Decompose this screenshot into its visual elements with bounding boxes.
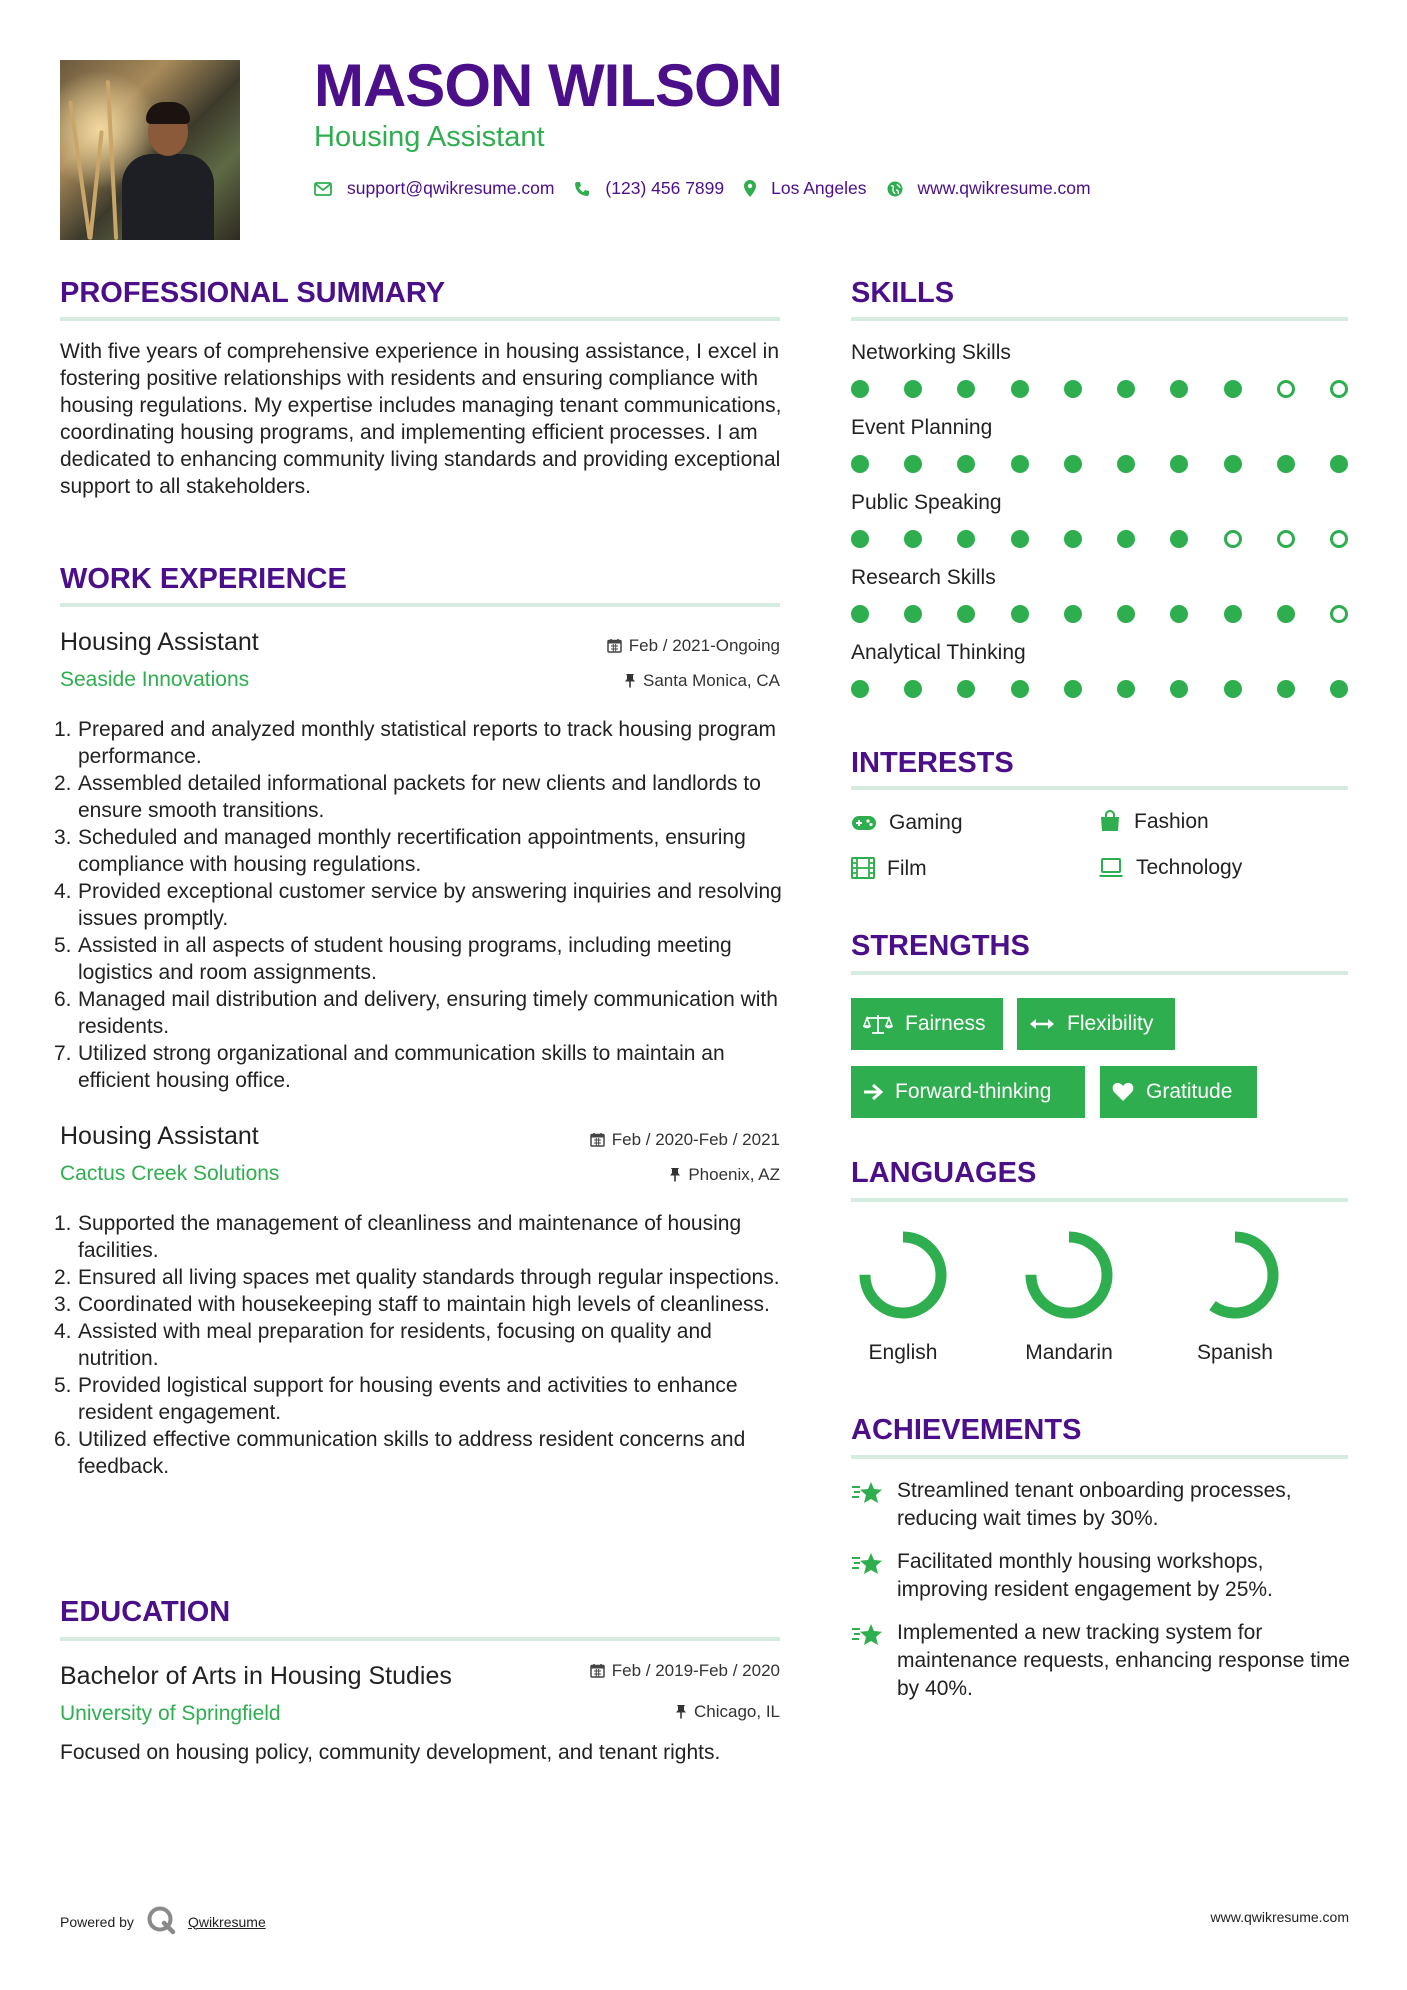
job-dates-text: Feb / 2020-Feb / 2021 (611, 1130, 780, 1149)
skills-divider (851, 317, 1348, 321)
qwikresume-logo-icon (146, 1905, 176, 1938)
education-heading: EDUCATION (60, 1596, 231, 1628)
duty-item (54, 986, 790, 1040)
job-dates (590, 1131, 780, 1148)
strengths-heading: STRENGTHS (851, 930, 1030, 962)
duty-item (54, 1210, 790, 1264)
skill-name: Networking Skills (851, 341, 1011, 364)
skill-rating (851, 680, 1348, 698)
rating-dot-empty (1330, 605, 1348, 623)
contact-bar (314, 178, 1111, 199)
rating-dot-filled (1064, 455, 1082, 473)
skill-name: Public Speaking (851, 491, 1002, 514)
rating-dot-filled (1277, 680, 1295, 698)
interest-label: Technology (1136, 856, 1243, 879)
education-dates (590, 1662, 780, 1679)
duty-text: Supported the management of cleanliness and maintenance of housing facilities. (78, 1212, 742, 1262)
shopping-bag-icon (1098, 810, 1122, 832)
language-level-arc (1197, 1237, 1273, 1313)
degree-title: Bachelor of Arts in Housing Studies (60, 1662, 452, 1690)
rating-dot-empty (1224, 530, 1242, 548)
duty-item (54, 1040, 790, 1094)
arrow-right-icon (863, 1083, 883, 1101)
shooting-star-icon (851, 1477, 883, 1533)
achievements-heading: ACHIEVEMENTS (851, 1414, 1082, 1446)
achievement-item (851, 1619, 1351, 1703)
education-location-text: Chicago, IL (694, 1702, 780, 1721)
duty-number: 3. (54, 826, 72, 849)
heart-icon (1112, 1082, 1134, 1102)
rating-dot-filled (851, 530, 869, 548)
interest-item (851, 857, 927, 879)
strength-badge (1100, 1066, 1257, 1118)
duty-number: 4. (54, 880, 72, 903)
experience-divider (60, 603, 780, 607)
footer-website[interactable]: www.qwikresume.com (1210, 1909, 1349, 1925)
rating-dot-filled (1064, 380, 1082, 398)
rating-dot-filled (1170, 680, 1188, 698)
duty-text: Utilized effective communication skills to address resident concerns and feedback. (78, 1428, 746, 1478)
language-level-ring (1187, 1227, 1283, 1323)
job-dates (607, 637, 780, 654)
rating-dot-filled (904, 380, 922, 398)
language-level-ring (855, 1227, 951, 1323)
rating-dot-filled (1224, 605, 1242, 623)
rating-dot-filled (1064, 680, 1082, 698)
education-dates-text: Feb / 2019-Feb / 2020 (611, 1661, 780, 1680)
contact-location (744, 178, 866, 199)
pin-icon (624, 673, 636, 688)
skill-rating (851, 530, 1348, 548)
rating-dot-filled (851, 455, 869, 473)
laptop-icon (1098, 858, 1124, 878)
rating-dot-filled (1170, 605, 1188, 623)
rating-dot-filled (851, 680, 869, 698)
arrows-horizontal-icon (1029, 1017, 1055, 1031)
gamepad-icon (851, 815, 877, 831)
interest-item (851, 812, 963, 833)
duty-text: Prepared and analyzed monthly statistical reports to track housing program performance. (78, 718, 777, 768)
rating-dot-empty (1277, 380, 1295, 398)
language-item (1175, 1227, 1295, 1365)
interest-item (1098, 810, 1209, 832)
shooting-star-icon (851, 1619, 883, 1703)
language-name: Spanish (1197, 1341, 1273, 1364)
candidate-name: MASON WILSON (314, 52, 782, 119)
contact-email[interactable] (314, 178, 554, 199)
rating-dot-filled (957, 455, 975, 473)
duty-item (54, 1372, 790, 1426)
pin-icon (669, 1167, 681, 1182)
website-text: www.qwikresume.com (917, 178, 1091, 198)
language-item (1009, 1227, 1129, 1365)
skills-heading: SKILLS (851, 277, 955, 309)
summary-heading: PROFESSIONAL SUMMARY (60, 277, 446, 309)
duty-item (54, 1291, 790, 1318)
duty-text: Managed mail distribution and delivery, ensuring timely communication with residents. (78, 988, 778, 1038)
education-description: Focused on housing policy, community development, and tenant rights. (60, 1741, 721, 1764)
duty-item (54, 1264, 790, 1291)
duty-number: 1. (54, 1212, 72, 1235)
duty-number: 2. (54, 772, 72, 795)
duty-text: Provided exceptional customer service by answering inquiries and resolving issues promptly. (78, 880, 782, 930)
rating-dot-filled (1011, 455, 1029, 473)
powered-by-text: Powered by (60, 1913, 134, 1930)
interest-label: Gaming (889, 811, 963, 834)
phone-icon (574, 181, 590, 197)
duty-item (54, 878, 790, 932)
skill-rating (851, 380, 1348, 398)
rating-dot-filled (1224, 455, 1242, 473)
languages-heading: LANGUAGES (851, 1157, 1037, 1189)
company-name: Cactus Creek Solutions (60, 1162, 280, 1185)
rating-dot-filled (1330, 455, 1348, 473)
strength-badge (1017, 998, 1175, 1050)
envelope-icon (314, 182, 332, 196)
achievement-item (851, 1548, 1351, 1604)
rating-dot-filled (1170, 380, 1188, 398)
language-level-arc (865, 1237, 941, 1313)
rating-dot-filled (1117, 455, 1135, 473)
summary-divider (60, 317, 780, 321)
rating-dot-filled (957, 605, 975, 623)
interest-item (1098, 857, 1242, 878)
skill-name: Analytical Thinking (851, 641, 1026, 664)
languages-divider (851, 1198, 1348, 1202)
rating-dot-empty (1277, 530, 1295, 548)
rating-dot-filled (904, 680, 922, 698)
rating-dot-filled (1170, 530, 1188, 548)
rating-dot-filled (1277, 605, 1295, 623)
school-name: University of Springfield (60, 1702, 281, 1725)
duty-number: 1. (54, 718, 72, 741)
rating-dot-filled (1117, 680, 1135, 698)
achievement-item (851, 1477, 1351, 1533)
calendar-icon (590, 1132, 605, 1147)
job-location (669, 1166, 780, 1183)
duty-number: 6. (54, 988, 72, 1011)
language-name: English (868, 1341, 938, 1364)
candidate-title: Housing Assistant (314, 121, 545, 153)
duty-number: 5. (54, 934, 72, 957)
contact-website[interactable] (887, 178, 1091, 199)
job-duties-list (54, 1210, 790, 1480)
rating-dot-filled (1330, 680, 1348, 698)
pin-icon (675, 1704, 687, 1719)
strengths-divider (851, 971, 1348, 975)
calendar-icon (590, 1663, 605, 1678)
job-location-text: Phoenix, AZ (688, 1165, 780, 1184)
globe-icon (887, 181, 903, 197)
interest-label: Fashion (1134, 809, 1209, 833)
job-title: Housing Assistant (60, 1122, 259, 1150)
duty-text: Scheduled and managed monthly recertification appointments, ensuring compliance with housing regulations. (78, 826, 746, 876)
duty-text: Assembled detailed informational packets for new clients and landlords to ensure smooth transitions. (78, 772, 761, 822)
skill-name: Event Planning (851, 416, 993, 439)
duty-item (54, 716, 790, 770)
rating-dot-filled (1064, 530, 1082, 548)
rating-dot-filled (851, 380, 869, 398)
rating-dot-filled (904, 455, 922, 473)
rating-dot-filled (1277, 455, 1295, 473)
rating-dot-filled (1224, 680, 1242, 698)
phone-text: (123) 456 7899 (605, 178, 725, 198)
strength-label: Flexibility (1067, 1012, 1154, 1035)
duty-item (54, 1318, 790, 1372)
education-location (675, 1703, 780, 1720)
strength-label: Forward-thinking (895, 1080, 1052, 1103)
duty-number: 3. (54, 1293, 72, 1316)
duty-item (54, 932, 790, 986)
job-location-text: Santa Monica, CA (642, 671, 780, 690)
rating-dot-filled (1117, 605, 1135, 623)
rating-dot-filled (957, 530, 975, 548)
rating-dot-empty (1330, 530, 1348, 548)
film-icon (851, 857, 875, 879)
shooting-star-icon (851, 1548, 883, 1604)
qwikresume-link[interactable]: Qwikresume (187, 1913, 266, 1930)
job-title: Housing Assistant (60, 628, 259, 656)
achievement-text: Implemented a new tracking system for maintenance requests, enhancing response time by 40%. (897, 1621, 1350, 1700)
rating-dot-filled (1011, 680, 1029, 698)
duty-number: 7. (54, 1042, 72, 1065)
rating-dot-empty (1330, 380, 1348, 398)
interests-divider (851, 786, 1348, 790)
strength-label: Fairness (905, 1012, 986, 1035)
duty-text: Provided logistical support for housing events and activities to enhance resident engagement. (78, 1374, 738, 1424)
email-text: support@qwikresume.com (347, 178, 555, 198)
rating-dot-filled (1117, 530, 1135, 548)
strength-label: Gratitude (1146, 1080, 1233, 1103)
calendar-icon (607, 638, 622, 653)
rating-dot-filled (1117, 380, 1135, 398)
skill-rating (851, 455, 1348, 473)
strength-badge (851, 998, 1003, 1050)
achievement-text: Streamlined tenant onboarding processes, reducing wait times by 30%. (897, 1479, 1292, 1530)
rating-dot-filled (1224, 380, 1242, 398)
contact-phone[interactable] (574, 178, 724, 199)
map-marker-icon (744, 180, 756, 197)
duty-text: Assisted in all aspects of student housing programs, including meeting logistics and room assignments. (78, 934, 732, 984)
job-dates-text: Feb / 2021-Ongoing (628, 636, 780, 655)
duty-text: Utilized strong organizational and communication skills to maintain an efficient housing office. (78, 1042, 725, 1092)
duty-number: 6. (54, 1428, 72, 1451)
job-duties-list (54, 716, 790, 1094)
achievements-divider (851, 1455, 1348, 1459)
duty-item (54, 770, 790, 824)
rating-dot-filled (1170, 455, 1188, 473)
experience-heading: WORK EXPERIENCE (60, 563, 347, 595)
footer-branding (60, 1905, 266, 1938)
summary-text: With five years of comprehensive experience in housing assistance, I excel in fostering positive relationships with residents and ensuring compliance with housing regulations. My expertise includes managing tenant communications, coordinating housing programs, and implementing efficient processes. I am dedicated to enhancing community living standards and providing exceptional support to all stakeholders. (60, 340, 782, 498)
rating-dot-filled (851, 605, 869, 623)
job-location (624, 672, 780, 689)
language-name: Mandarin (1025, 1341, 1113, 1364)
rating-dot-filled (1011, 530, 1029, 548)
duty-text: Ensured all living spaces met quality standards through regular inspections. (78, 1266, 780, 1289)
interest-label: Film (887, 856, 927, 880)
rating-dot-filled (904, 605, 922, 623)
rating-dot-filled (1064, 605, 1082, 623)
duty-number: 2. (54, 1266, 72, 1289)
strength-badge (851, 1066, 1085, 1118)
skill-rating (851, 605, 1348, 623)
achievement-text: Facilitated monthly housing workshops, improving resident engagement by 25%. (897, 1550, 1273, 1601)
duty-item (54, 824, 790, 878)
rating-dot-filled (1011, 380, 1029, 398)
rating-dot-filled (904, 530, 922, 548)
skill-name: Research Skills (851, 566, 996, 589)
duty-text: Coordinated with housekeeping staff to maintain high levels of cleanliness. (78, 1293, 770, 1316)
language-level-ring (1021, 1227, 1117, 1323)
duty-number: 5. (54, 1374, 72, 1397)
location-text: Los Angeles (771, 178, 867, 198)
duty-text: Assisted with meal preparation for residents, focusing on quality and nutrition. (78, 1320, 712, 1370)
language-item (843, 1227, 963, 1365)
rating-dot-filled (957, 380, 975, 398)
company-name: Seaside Innovations (60, 668, 250, 691)
education-divider (60, 1637, 780, 1641)
duty-item (54, 1426, 790, 1480)
duty-number: 4. (54, 1320, 72, 1343)
balance-scale-icon (863, 1013, 893, 1035)
interests-heading: INTERESTS (851, 747, 1014, 779)
rating-dot-filled (1011, 605, 1029, 623)
rating-dot-filled (957, 680, 975, 698)
profile-photo (60, 60, 240, 240)
language-level-arc (1031, 1237, 1107, 1313)
